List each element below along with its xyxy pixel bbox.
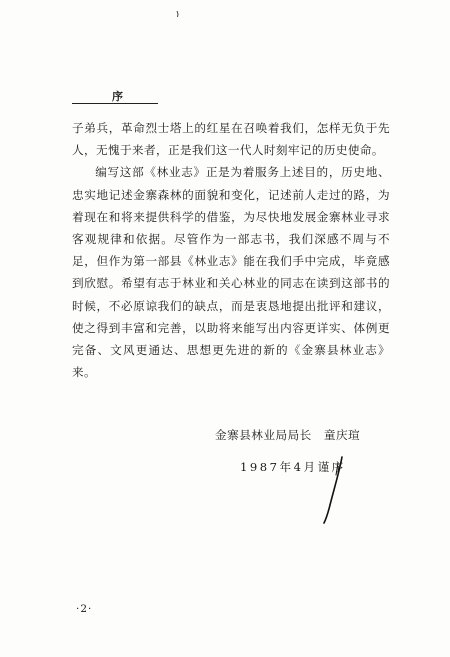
section-title: 序 [112,90,125,103]
page-number: ·2· [76,603,93,615]
scan-speck-mark [175,10,181,18]
author-signature: 金寨县林业局局长 童庆瑄 [215,428,361,442]
body-text [72,117,390,383]
paragraph-main: 编写这部《林业志》正是为着服务上述目的，历史地、忠实地记述金寨森林的面貌和变化，记述前人走过的路，为着现在和将来提供科学的借鉴，为尽快地发展金寨林业寻求客观规律和依据。尽管作为一部志书，我们深感不周与不足，但作为第一部县《林业志》能在我们手中完成，毕竟感到欣慰。希望有志于林业和关心林业的同志在读到这部书的时候，不必原谅我们的缺点，而是衷恳地提出批评和建议，使之得到丰富和完善，以助将来能写出内容更详实、体例更完备、文风更通达、思想更先进的新的《金寨县林业志》来。 [72,165,390,380]
preface-date: 1987年4月谨序 [240,460,346,474]
header-rule [72,103,158,104]
paragraph-continuation: 子弟兵，革命烈士塔上的红星在召唤着我们，怎样无负于先人，无愧于来者，正是我们这一代人时刻牢记的历史使命。 [72,121,390,158]
pen-stroke-mark [312,455,352,525]
